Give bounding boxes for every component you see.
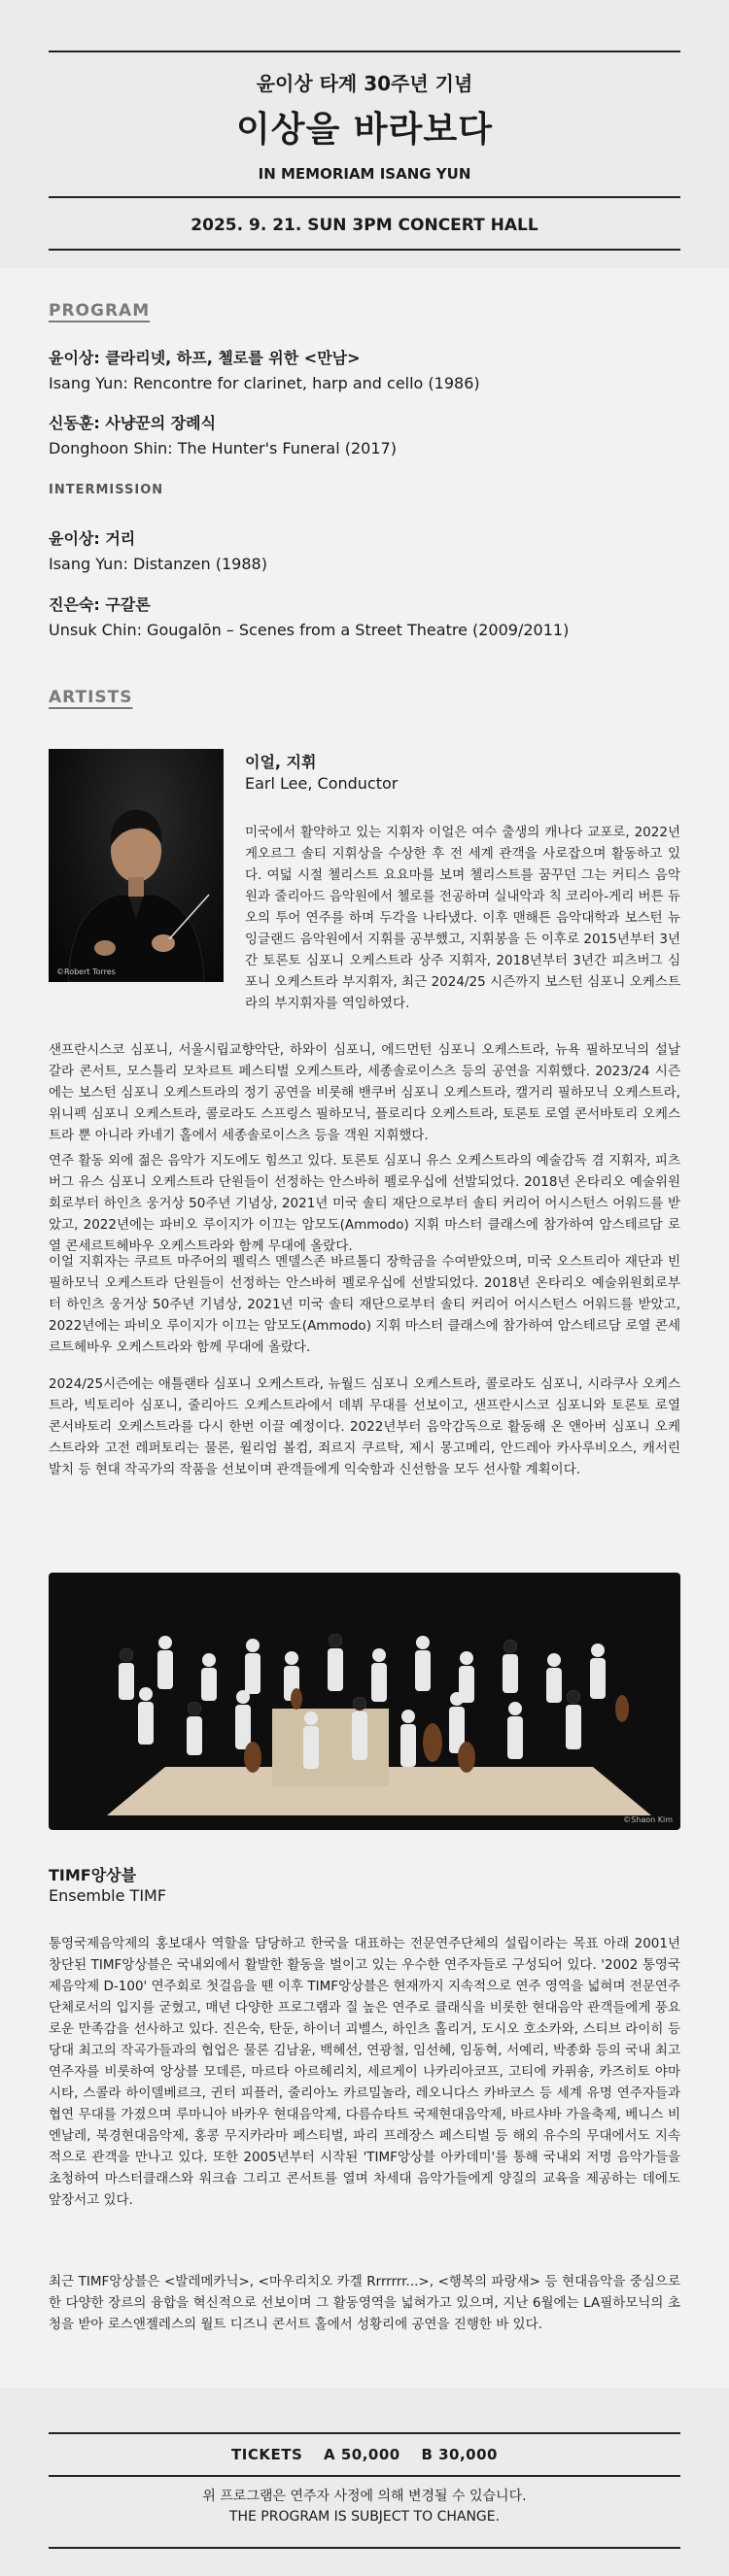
ensemble-name-en: Ensemble TIMF xyxy=(49,1886,167,1905)
tickets-bar xyxy=(49,2432,680,2477)
conductor-bio-paragraph: 미국에서 활약하고 있는 지휘자 이얼은 여수 출생의 캐나다 교포로, 2022년 게오르그 솔티 지휘상을 수상한 후 전 세계 관객을 사로잡으며 활동하고 있다. 여덟 시절 첼리스트 요요마를 보며 첼리스트를 꿈꾸던 그는 커티스 음악원과 줄리아드 음악원에서 첼로를 전공하며 실내악과 칙 코리아-게리 버튼 듀오의 투어 연주를 하며 두각을 나타냈다. 이후 맨해튼 음악대학과 보스턴 뉴잉글랜드 음악원에서 지휘를 공부했고, 지휘봉을 든 이후로 2015년부터 3년간 토론토 심포니 오케스트라 상주 지휘자, 2018년부터 3년간 피츠버그 심포니 오케스트라 부지휘자, 최근 2024/25 시즌까지 보스턴 심포니 오케스트라의 부지휘자를 역임하였다. xyxy=(245,825,680,1011)
header-supertitle: 윤이상 타계 30주년 기념 xyxy=(256,72,473,95)
conductor-bio-paragraph: 연주 활동 외에 젊은 음악가 지도에도 힘쓰고 있다. 토론토 심포니 유스 오케스트라의 예술감독 겸 지휘자, 피츠버그 유스 심포니 오케스트라 단원들이 선정하는 안스바허 펠로우십에 선발되었다. 2018년 온타리오 예술위원회로부터 하인츠 웅거상 50주년 기념상, 2021년 미국 솔티 재단으로부터 솔티 커리어 어시스턴스 어워드를 받았고, 2022년에는 파비오 루이지가 이끄는 암모도(Ammodo) 지휘 마스터 클래스에 참가하여 암스테르담 로열 콘세르트헤바우 오케스트라와 함께 무대에 올랐다. xyxy=(49,1153,680,1254)
header xyxy=(49,51,680,251)
program-item xyxy=(49,593,680,639)
intermission-label: INTERMISSION xyxy=(49,483,164,497)
ensemble-bio-paragraph: 통영국제음악제의 홍보대사 역할을 담당하고 한국을 대표하는 전문연주단체의 설립이라는 목표 아래 2001년 창단된 TIMF앙상블은 국내외에서 활발한 활동을 벌이고 있는 우수한 연주자들로 구성되어 있다. '2002 통영국제음악제 D-100' 연주회로 첫걸음을 뗀 이후 TIMF앙상블은 현재까지 지속적으로 연주 영역을 넓혀며 전문연주단체로서의 입지를 굳혔고, 매년 다양한 프로그램과 질 높은 연주로 클래식을 비롯한 현대음악 관객들에게 풍요로운 만족감을 선사하고 있다. 진은숙, 탄둔, 하이너 괴벨스, 하인츠 홀리거, 도시오 호소카와, 스티브 라이히 등 당대 최고의 작곡가들과의 협업은 물론 김남윤, 백혜선, 연광철, 임선혜, 임동혁, 서예리, 박종화 등의 국내 최고 연주자를 비롯하여 앙상블 모데른, 마르타 아르헤리치, 세르게이 나카리아코프, 고티에 카퓌숑, 카즈히토 야마시타, 스콜라 하이델베르크, 귄터 피플러, 줄리아노 카르밀놀라, 레오니다스 카바코스 등 세계 유명 연주자들과 협연 무대를 가졌으며 루마니아 바카우 현대음악제, 다름슈타트 국제현대음악제, 바르샤바 가을축제, 베니스 비엔날레, 북경현대음악제, 홍콩 무지카라마 페스티벌, 파리 프레장스 페스티벌 등 해외 유수의 무대에서도 지속적으로 관객을 만나고 있다. 또한 2005년부터 시작된 'TIMF앙상블 아카데미'를 통해 국내외 저명 음악가들을 초청하여 마스터클래스와 워크숍 그리고 콘서트를 열며 차세대 음악가들에게 양질의 교육을 제공하는 데에도 앞장서고 있다. xyxy=(49,1936,680,2208)
ticket-price-a: A 50,000 xyxy=(323,2446,400,2463)
ensemble-figures xyxy=(49,1573,680,1830)
conductor-photo xyxy=(49,749,224,982)
artists-label: ARTISTS xyxy=(49,688,133,707)
program-item xyxy=(49,411,680,458)
program-item xyxy=(49,526,680,573)
conductor-bio-paragraph: 샌프란시스코 심포니, 서울시립교향악단, 하와이 심포니, 에드먼턴 심포니 오케스트라, 뉴욕 필하모닉의 설날 갈라 콘서트, 모스틀리 모차르트 페스티벌 오케스트라, 세종솔로이스츠 등의 공연을 지휘했다. 2023/24 시즌에는 보스턴 심포니 오케스트라의 정기 공연을 비롯해 밴쿠버 심포니 오케스트라, 캘거리 필하모닉 오케스트라, 위니펙 심포니 오케스트라, 콜로라도 스프링스 필하모닉, 플로리다 오케스트라, 토론토 로열 콘서바토리 오케스트라 뿐 아니라 카네기 홀에서 세종솔로이스츠 등을 객원 지휘했다. xyxy=(49,1042,680,1143)
program-item-en: Isang Yun: Distanzen (1988) xyxy=(49,555,267,573)
conductor-figure xyxy=(49,749,224,982)
concert-date: 2025. 9. 21. SUN 3PM CONCERT HALL xyxy=(49,198,680,251)
page-title: 이상을 바라보다 xyxy=(236,110,493,150)
program-item-en: Isang Yun: Rencontre for clarinet, harp and cello (1986) xyxy=(49,374,480,392)
ensemble-photo-credit: ©Shaon Kim xyxy=(623,1815,673,1824)
ensemble-photo xyxy=(49,1573,680,1830)
divider xyxy=(49,2547,680,2549)
program-item xyxy=(49,346,680,392)
program-item-ko: 신동훈: 사냥꾼의 장례식 xyxy=(49,414,217,432)
notice-ko: 위 프로그램은 연주자 사정에 의해 변경될 수 있습니다. xyxy=(202,2489,527,2504)
program-item-ko: 진은숙: 구갈론 xyxy=(49,595,151,614)
ensemble-bio-paragraph: 최근 TIMF앙상블은 <발레메카닉>, <마우리치오 카겔 Rrrrrrr...>, <행복의 파랑새> 등 현대음악을 중심으로 한 다양한 장르의 융합을 혁신적으로 선보이며 그 활동영역을 넓혀가고 있으며, 지난 6월에는 LA필하모닉의 초청을 받아 로스앤젤레스의 월트 디즈니 콘서트 홀에서 성황리에 공연을 진행한 바 있다. xyxy=(49,2274,680,2332)
conductor-bio-paragraph: 2024/25시즌에는 애틀랜타 심포니 오케스트라, 뉴월드 심포니 오케스트라, 콜로라도 심포니, 시라쿠사 오케스트라, 빅토리아 심포니, 줄리아드 오케스트라에서 데뷔 무대를 선보이고, 샌프란시스코 심포니와 토론토 로열 콘서바토리 오케스트라를 다시 한번 이끌 예정이다. 2022년부터 음악감독으로 활동해 온 앤아버 심포니 오케스트라와 고전 레퍼토리는 물론, 윌리엄 볼컴, 죄르지 쿠르탁, 제시 몽고메리, 안드레아 카사루비오스, 캐서린 발치 등 현대 작곡가의 작품을 선보이며 관객들에게 익숙함과 신선함을 모두 선사할 계획이다. xyxy=(49,1376,680,1477)
conductor-role: Earl Lee, Conductor xyxy=(245,774,399,793)
conductor-bio-paragraph: 이얼 지휘자는 쿠르트 마주어의 펠릭스 멘델스존 바르톨디 장학금을 수여받았으며, 미국 오스트리아 재단과 빈 필하모닉 오케스트라 단원들이 선정하는 안스바허 펠로우십에 선발되었다. 2018년 온타리오 예술위원회로부터 하인츠 웅거상 50주년 기념상, 2021년 미국 솔티 재단으로부터 솔티 커리어 어시스턴스 어워드를 받았고, 2022년에는 파비오 루이지가 이끄는 암모도(Ammodo) 지휘 마스터 클래스에 참가하여 암스테르담 로열 콘세르트헤바우 오케스트라와 함께 무대에 올랐다. xyxy=(49,1254,680,1355)
header-subtitle: IN MEMORIAM ISANG YUN xyxy=(49,165,680,198)
ensemble-name: TIMF앙상블 xyxy=(49,1866,137,1884)
ticket-price-b: B 30,000 xyxy=(421,2446,498,2463)
program-item-ko: 윤이상: 클라리넷, 하프, 첼로를 위한 <만남> xyxy=(49,349,361,367)
program-item-ko: 윤이상: 거리 xyxy=(49,529,136,548)
notice-en: THE PROGRAM IS SUBJECT TO CHANGE. xyxy=(228,2509,501,2525)
program-label: PROGRAM xyxy=(49,301,151,321)
conductor-name: 이얼, 지휘 xyxy=(245,753,317,771)
conductor-photo-credit: ©Robert Torres xyxy=(56,967,116,976)
program-item-en: Donghoon Shin: The Hunter's Funeral (2017) xyxy=(49,439,397,458)
program-item-en: Unsuk Chin: Gougalōn – Scenes from a Street Theatre (2009/2011) xyxy=(49,621,570,639)
tickets-label: TICKETS xyxy=(231,2446,303,2463)
program-change-notice xyxy=(49,2487,680,2527)
